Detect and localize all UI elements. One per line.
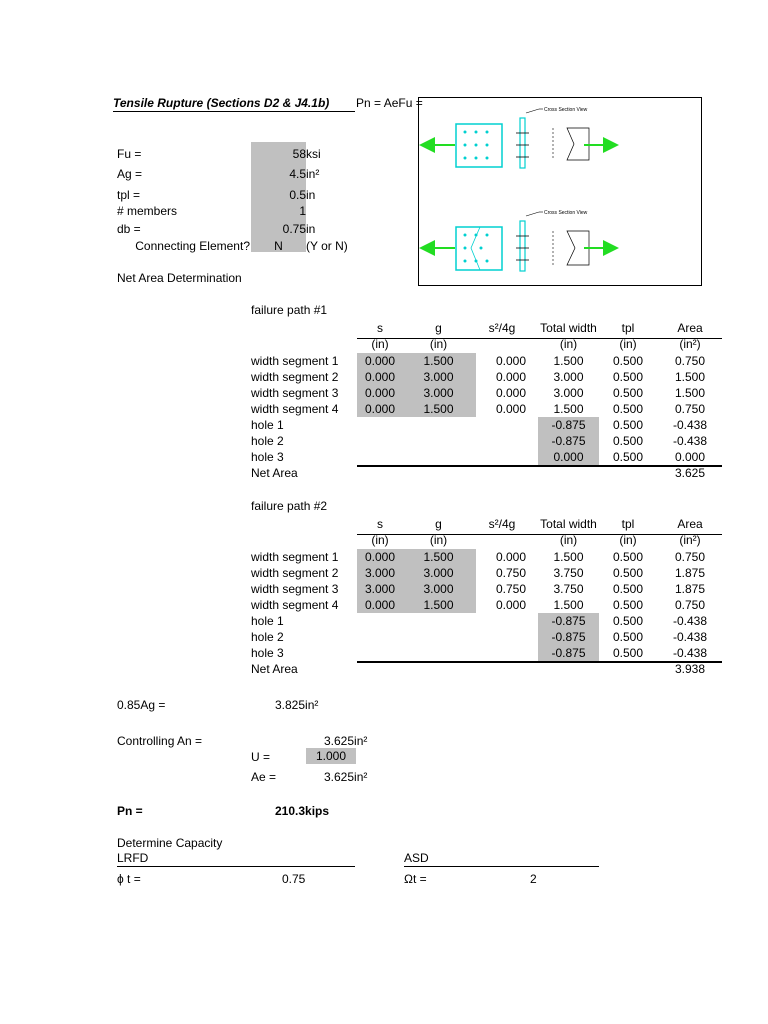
db-input[interactable]: 0.75 bbox=[282, 222, 306, 236]
table-cell-s[interactable]: 0.000 bbox=[364, 354, 396, 368]
db-unit: in bbox=[306, 222, 316, 236]
members-label: # members bbox=[117, 204, 178, 218]
column-unit: (in) bbox=[559, 533, 578, 547]
table-cell-tw[interactable]: -0.875 bbox=[551, 630, 586, 644]
ag85-value: 3.825in² bbox=[275, 698, 319, 712]
pn-formula-label: Pn = AeFu = bbox=[356, 96, 423, 110]
pn-label: Pn = bbox=[117, 804, 143, 818]
fu-unit: ksi bbox=[306, 147, 321, 161]
upper-plate-detail bbox=[423, 107, 615, 168]
table-cell-g[interactable]: 3.000 bbox=[423, 386, 454, 400]
table-cell-s[interactable]: 3.000 bbox=[364, 566, 396, 580]
table-row-label: hole 2 bbox=[251, 434, 284, 448]
table-cell-area: -0.438 bbox=[672, 614, 708, 628]
table-cell-tw[interactable]: 0.000 bbox=[553, 450, 584, 464]
column-unit: (in) bbox=[429, 533, 448, 547]
net-area-value: 3.938 bbox=[674, 662, 706, 676]
db-label: db = bbox=[117, 222, 141, 236]
tpl-input[interactable]: 0.5 bbox=[289, 188, 306, 202]
tpl-unit: in bbox=[306, 188, 316, 202]
table-cell-area: 0.750 bbox=[674, 550, 706, 564]
lower-plate-detail bbox=[423, 210, 615, 271]
net-area-heading: Net Area Determination bbox=[117, 271, 242, 285]
table-cell-tpl: 0.500 bbox=[612, 550, 644, 564]
table-row-label: width segment 2 bbox=[251, 370, 339, 384]
table-cell-s[interactable]: 0.000 bbox=[364, 402, 396, 416]
sheet-title: Tensile Rupture (Sections D2 & J4.1b) bbox=[113, 96, 330, 110]
column-header: s bbox=[377, 517, 383, 531]
table-cell-s[interactable]: 0.000 bbox=[364, 386, 396, 400]
column-unit: (in) bbox=[429, 337, 448, 351]
table-cell-area: -0.438 bbox=[672, 646, 708, 660]
net-area-label: Net Area bbox=[251, 662, 298, 676]
table-cell-tpl: 0.500 bbox=[612, 630, 644, 644]
table-row-label: hole 1 bbox=[251, 614, 284, 628]
table-cell-tpl: 0.500 bbox=[612, 386, 644, 400]
lrfd-underline bbox=[117, 866, 355, 867]
table-cell-s2: 0.000 bbox=[495, 386, 526, 400]
column-unit: (in) bbox=[559, 337, 578, 351]
tpl-label: tpl = bbox=[117, 188, 141, 202]
table-row-label: width segment 2 bbox=[251, 566, 339, 580]
column-header: Area bbox=[677, 517, 703, 531]
table-cell-area: 0.750 bbox=[674, 402, 706, 416]
column-unit: (in²) bbox=[679, 337, 701, 351]
table-cell-area: -0.438 bbox=[672, 418, 708, 432]
column-header: Total width bbox=[540, 321, 597, 335]
fu-label: Fu = bbox=[117, 147, 142, 161]
ag-input[interactable]: 4.5 bbox=[289, 167, 306, 181]
table-cell-s[interactable]: 0.000 bbox=[364, 598, 396, 612]
table-cell-area: 0.000 bbox=[674, 450, 706, 464]
omega-label: Ωt = bbox=[404, 872, 427, 886]
table-cell-s2: 0.000 bbox=[495, 550, 526, 564]
table-cell-tpl: 0.500 bbox=[612, 582, 644, 596]
table-cell-area: 0.750 bbox=[674, 354, 706, 368]
table-row-label: width segment 1 bbox=[251, 354, 339, 368]
fu-input[interactable]: 58 bbox=[292, 147, 306, 161]
table-cell-g[interactable]: 1.500 bbox=[423, 550, 454, 564]
u-label: U = bbox=[251, 750, 271, 764]
table-cell-tpl: 0.500 bbox=[612, 354, 644, 368]
asd-underline bbox=[404, 866, 599, 867]
phi-label: ϕ t = bbox=[117, 872, 141, 886]
net-area-label: Net Area bbox=[251, 466, 298, 480]
u-input[interactable]: 1.000 bbox=[306, 748, 356, 764]
pn-value: 210.3kips bbox=[275, 804, 330, 818]
ag-label: Ag = bbox=[117, 167, 143, 181]
table-cell-s[interactable]: 0.000 bbox=[364, 370, 396, 384]
table-cell-tw: 1.500 bbox=[553, 598, 584, 612]
column-unit: (in) bbox=[371, 337, 389, 351]
net-area-value: 3.625 bbox=[674, 466, 706, 480]
column-header: g bbox=[435, 321, 442, 335]
table-row-label: hole 1 bbox=[251, 418, 284, 432]
table-cell-tpl: 0.500 bbox=[612, 434, 644, 448]
table-cell-tpl: 0.500 bbox=[612, 418, 644, 432]
column-header: Area bbox=[677, 321, 703, 335]
table-row-label: width segment 4 bbox=[251, 598, 339, 612]
table-cell-s2: 0.000 bbox=[495, 354, 526, 368]
failure-path-title: failure path #2 bbox=[251, 499, 328, 513]
ag-unit: in² bbox=[306, 167, 320, 181]
table-cell-tpl: 0.500 bbox=[612, 566, 644, 580]
table-cell-area: -0.438 bbox=[672, 434, 708, 448]
column-header: g bbox=[435, 517, 442, 531]
column-unit: (in²) bbox=[679, 533, 701, 547]
title-underline bbox=[113, 111, 355, 112]
table-cell-area: 1.500 bbox=[674, 370, 706, 384]
table-row-label: hole 3 bbox=[251, 450, 284, 464]
lrfd-heading: LRFD bbox=[117, 851, 149, 865]
table-cell-tw: 1.500 bbox=[553, 354, 584, 368]
table-cell-g[interactable]: 3.000 bbox=[423, 582, 454, 596]
table-cell-tw[interactable]: -0.875 bbox=[551, 434, 586, 448]
table-cell-g[interactable]: 3.000 bbox=[423, 370, 454, 384]
table-cell-g[interactable]: 3.000 bbox=[423, 566, 454, 580]
table-cell-s2: 0.000 bbox=[495, 598, 526, 612]
table-cell-tpl: 0.500 bbox=[612, 646, 644, 660]
column-header: s bbox=[377, 321, 383, 335]
table-cell-g[interactable]: 1.500 bbox=[423, 354, 454, 368]
table-cell-tpl: 0.500 bbox=[612, 450, 644, 464]
table-cell-g[interactable]: 1.500 bbox=[423, 598, 454, 612]
table-cell-g[interactable]: 1.500 bbox=[423, 402, 454, 416]
capacity-heading: Determine Capacity bbox=[117, 836, 223, 850]
ae-value: 3.625in² bbox=[324, 770, 368, 784]
table-cell-tw: 3.000 bbox=[553, 370, 584, 384]
table-row-label: width segment 3 bbox=[251, 386, 339, 400]
column-unit: (in) bbox=[371, 533, 389, 547]
table-cell-area: 0.750 bbox=[674, 598, 706, 612]
table-cell-s2: 0.000 bbox=[495, 402, 526, 416]
table-cell-area: 1.500 bbox=[674, 386, 706, 400]
table-cell-tw[interactable]: -0.875 bbox=[551, 418, 586, 432]
table-cell-tw[interactable]: -0.875 bbox=[551, 646, 586, 660]
failure-path-title: failure path #1 bbox=[251, 303, 328, 317]
column-header: s²/4g bbox=[488, 517, 516, 531]
table-cell-s2: 0.750 bbox=[495, 582, 526, 596]
table-row-label: width segment 3 bbox=[251, 582, 339, 596]
table-cell-s[interactable]: 0.000 bbox=[364, 550, 396, 564]
table-cell-tw: 3.750 bbox=[553, 566, 584, 580]
connecting-element-hint: (Y or N) bbox=[306, 239, 348, 253]
connecting-element-label: Connecting Element? bbox=[135, 239, 250, 253]
connecting-element-input[interactable]: N bbox=[274, 239, 283, 253]
table-cell-area: 1.875 bbox=[674, 566, 706, 580]
table-row-label: hole 3 bbox=[251, 646, 284, 660]
members-input[interactable]: 1 bbox=[299, 204, 306, 218]
ag85-label: 0.85Ag = bbox=[117, 698, 166, 712]
table-row-label: hole 2 bbox=[251, 630, 284, 644]
table-cell-area: 1.875 bbox=[674, 582, 706, 596]
table-cell-s2: 0.750 bbox=[495, 566, 526, 580]
table-row-label: width segment 4 bbox=[251, 402, 339, 416]
table-cell-tw: 1.500 bbox=[553, 402, 584, 416]
lower-view-label: Cross Section View bbox=[544, 210, 588, 216]
column-header: tpl bbox=[621, 517, 635, 531]
column-unit: (in) bbox=[619, 337, 637, 351]
table-cell-tw[interactable]: -0.875 bbox=[551, 614, 586, 628]
phi-value: 0.75 bbox=[282, 872, 306, 886]
connection-diagram bbox=[419, 98, 701, 285]
column-header: tpl bbox=[621, 321, 635, 335]
table-cell-tw: 3.750 bbox=[553, 582, 584, 596]
table-cell-tpl: 0.500 bbox=[612, 402, 644, 416]
column-header: s²/4g bbox=[488, 321, 516, 335]
omega-value: 2 bbox=[530, 872, 537, 886]
controlling-an-value: 3.625in² bbox=[324, 734, 368, 748]
table-cell-tpl: 0.500 bbox=[612, 370, 644, 384]
column-unit: (in) bbox=[619, 533, 637, 547]
table-cell-s2: 0.000 bbox=[495, 370, 526, 384]
table-cell-tw: 1.500 bbox=[553, 550, 584, 564]
asd-heading: ASD bbox=[404, 851, 429, 865]
table-cell-tw: 3.000 bbox=[553, 386, 584, 400]
table-cell-tpl: 0.500 bbox=[612, 614, 644, 628]
upper-view-label: Cross Section View bbox=[544, 107, 588, 113]
table-cell-tpl: 0.500 bbox=[612, 598, 644, 612]
controlling-an-label: Controlling An = bbox=[117, 734, 203, 748]
table-row-label: width segment 1 bbox=[251, 550, 339, 564]
table-cell-area: -0.438 bbox=[672, 630, 708, 644]
table-cell-s[interactable]: 3.000 bbox=[364, 582, 396, 596]
ae-label: Ae = bbox=[251, 770, 277, 784]
column-header: Total width bbox=[540, 517, 597, 531]
connection-figure bbox=[418, 97, 702, 286]
